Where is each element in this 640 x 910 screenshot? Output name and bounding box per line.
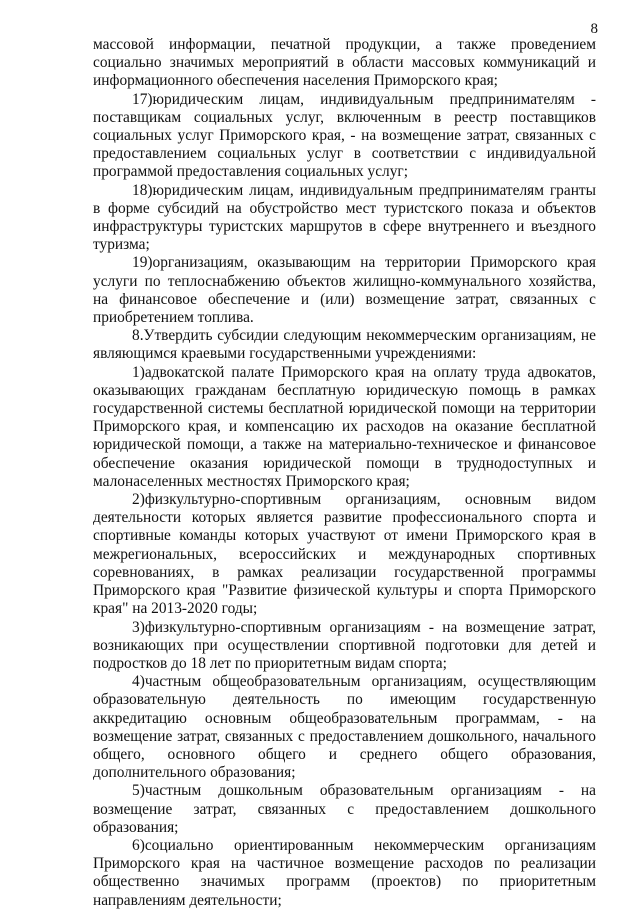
paragraph-item-18: 18)юридическим лицам, индивидуальным предпринимателям гранты в форме субсидий на обустройство мест туристского показа и объектов инфраструктуры туристских маршрутов в сфере внутреннего и въездного туризма; bbox=[93, 181, 596, 254]
page-number: 8 bbox=[590, 21, 598, 37]
paragraph-continuation: массовой информации, печатной продукции, а также проведением социально значимых мероприятий в области массовых коммуникаций и информационного обеспечения населения Приморского края; bbox=[93, 36, 596, 90]
paragraph-subitem-4: 4)частным общеобразовательным организациям, осуществляющим образовательную деятельность по имеющим государственную аккредитацию основным общеобразовательным программам, - на возмещение затрат, связанных с предоставлением дошкольного, начального общего, основного общего и среднего общего образования, дополнительного образования; bbox=[93, 673, 596, 782]
paragraph-item-17: 17)юридическим лицам, индивидуальным предпринимателям - поставщикам социальных услуг, включенным в реестр поставщиков социальных услуг Приморского края, - на возмещение затрат, связанных с предоставлением социальных услуг в соответствии с индивидуальной программой предоставления социальных услуг; bbox=[93, 90, 596, 181]
paragraph-section-8: 8.Утвердить субсидии следующим некоммерческим организациям, не являющимся краевыми государственными учреждениями: bbox=[93, 327, 596, 363]
document-body bbox=[93, 36, 596, 910]
paragraph-subitem-1: 1)адвокатской палате Приморского края на оплату труда адвокатов, оказывающих гражданам бесплатную юридическую помощь в рамках государственной системы бесплатной юридической помощи на территории Приморского края, и компенсацию их расходов на оказание бесплатной юридической помощи, а также на материально-техническое и финансовое обеспечение оказания юридической помощи в труднодоступных и малонаселенных местностях Приморского края; bbox=[93, 363, 596, 490]
paragraph-subitem-5: 5)частным дошкольным образовательным организациям - на возмещение затрат, связанных с предоставлением дошкольного образования; bbox=[93, 782, 596, 836]
paragraph-item-19: 19)организациям, оказывающим на территории Приморского края услуги по теплоснабжению объектов жилищно-коммунального хозяйства, на финансовое обеспечение и (или) возмещение затрат, связанных с приобретением топлива. bbox=[93, 254, 596, 327]
paragraph-subitem-3: 3)физкультурно-спортивным организациям - на возмещение затрат, возникающих при осуществлении спортивной подготовки для детей и подростков до 18 лет по приоритетным видам спорта; bbox=[93, 618, 596, 672]
paragraph-subitem-2: 2)физкультурно-спортивным организациям, основным видом деятельности которых является развитие профессионального спорта и спортивные команды которых участвуют от имени Приморского края в межрегиональных, всероссийских и международных спортивных соревнованиях, в рамках реализации государственной программы Приморского края "Развитие физической культуры и спорта Приморского края" на 2013-2020 годы; bbox=[93, 491, 596, 618]
paragraph-subitem-6: 6)социально ориентированным некоммерческим организациям Приморского края на частичное возмещение расходов по реализации общественно значимых программ (проектов) по приоритетным направлениям деятельности; bbox=[93, 836, 596, 909]
